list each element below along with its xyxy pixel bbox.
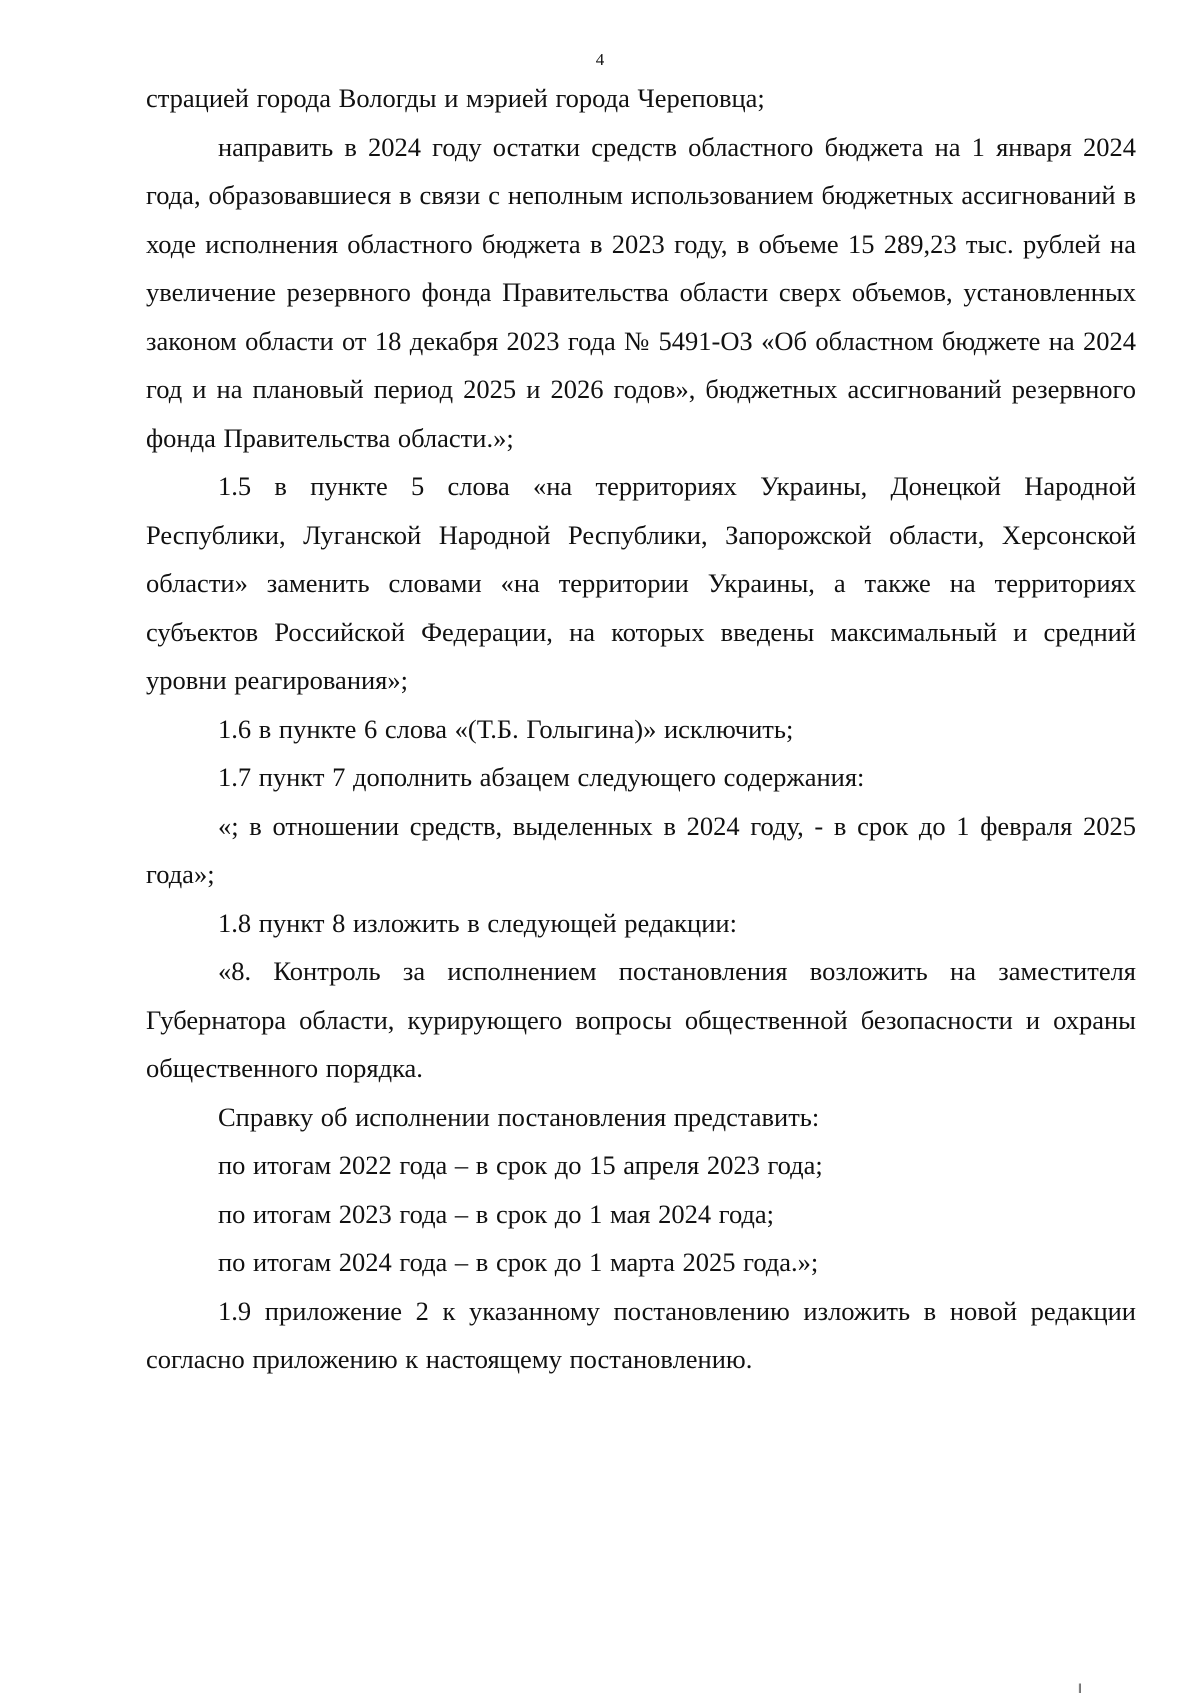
paragraph-item-1-8: 1.8 пункт 8 изложить в следующей редакции: (218, 907, 737, 938)
paragraph-item-1-7-quote: «; в отношении средств, выделенных в 2024 году, - в срок до 1 февраля 2025 года»; (146, 810, 1136, 889)
document-body (146, 74, 1136, 1384)
paragraph-report-2022: по итогам 2022 года – в срок до 15 апреля 2023 года; (218, 1150, 823, 1180)
paragraph-report-2024: по итогам 2024 года – в срок до 1 марта 2025 года.»; (218, 1247, 819, 1277)
paragraph-item-1-5: 1.5 в пункте 5 слова «на территориях Украины, Донецкой Народной Республики, Луганской Народной Республики, Запорожской области, Херсонской области» заменить словами «на территории Украины, а также на территориях субъектов Российской Федерации, на которых введены максимальный и средний уровни реагирования»; (146, 471, 1136, 695)
paragraph-item-1-6: 1.6 в пункте 6 слова «(Т.Б. Голыгина)» исключить; (218, 713, 794, 744)
paragraph-item-1-7: 1.7 пункт 7 дополнить абзацем следующего содержания: (218, 762, 865, 792)
paragraph-report-2023: по итогам 2023 года – в срок до 1 мая 2024 года; (218, 1198, 775, 1229)
paragraph-reserve-fund: направить в 2024 году остатки средств областного бюджета на 1 января 2024 года, образовавшиеся в связи с неполным использованием бюджетных ассигнований в ходе исполнения областного бюджета в 2023 году, в объеме 15 289,23 тыс. рублей на увеличение резервного фонда Правительства области сверх объемов, установленных законом области от 18 декабря 2023 года № 5491-ОЗ «Об областном бюджете на 2024 год и на плановый период 2025 и 2026 годов», бюджетных ассигнований резервного фонда Правительства области.»; (146, 131, 1136, 453)
paragraph-item-1-9: 1.9 приложение 2 к указанному постановлению изложить в новой редакции согласно приложению к настоящему постановлению. (146, 1295, 1136, 1374)
paragraph-report-intro: Справку об исполнении постановления представить: (218, 1101, 820, 1132)
page-number: 4 (595, 50, 605, 69)
scan-corner-mark: ‖ (1078, 1682, 1082, 1697)
paragraph-continuation: страцией города Вологды и мэрией города Череповца; (146, 83, 765, 113)
paragraph-item-8-control: «8. Контроль за исполнением постановления возложить на заместителя Губернатора области, курирующего вопросы общественной безопасности и охраны общественного порядка. (146, 956, 1136, 1083)
